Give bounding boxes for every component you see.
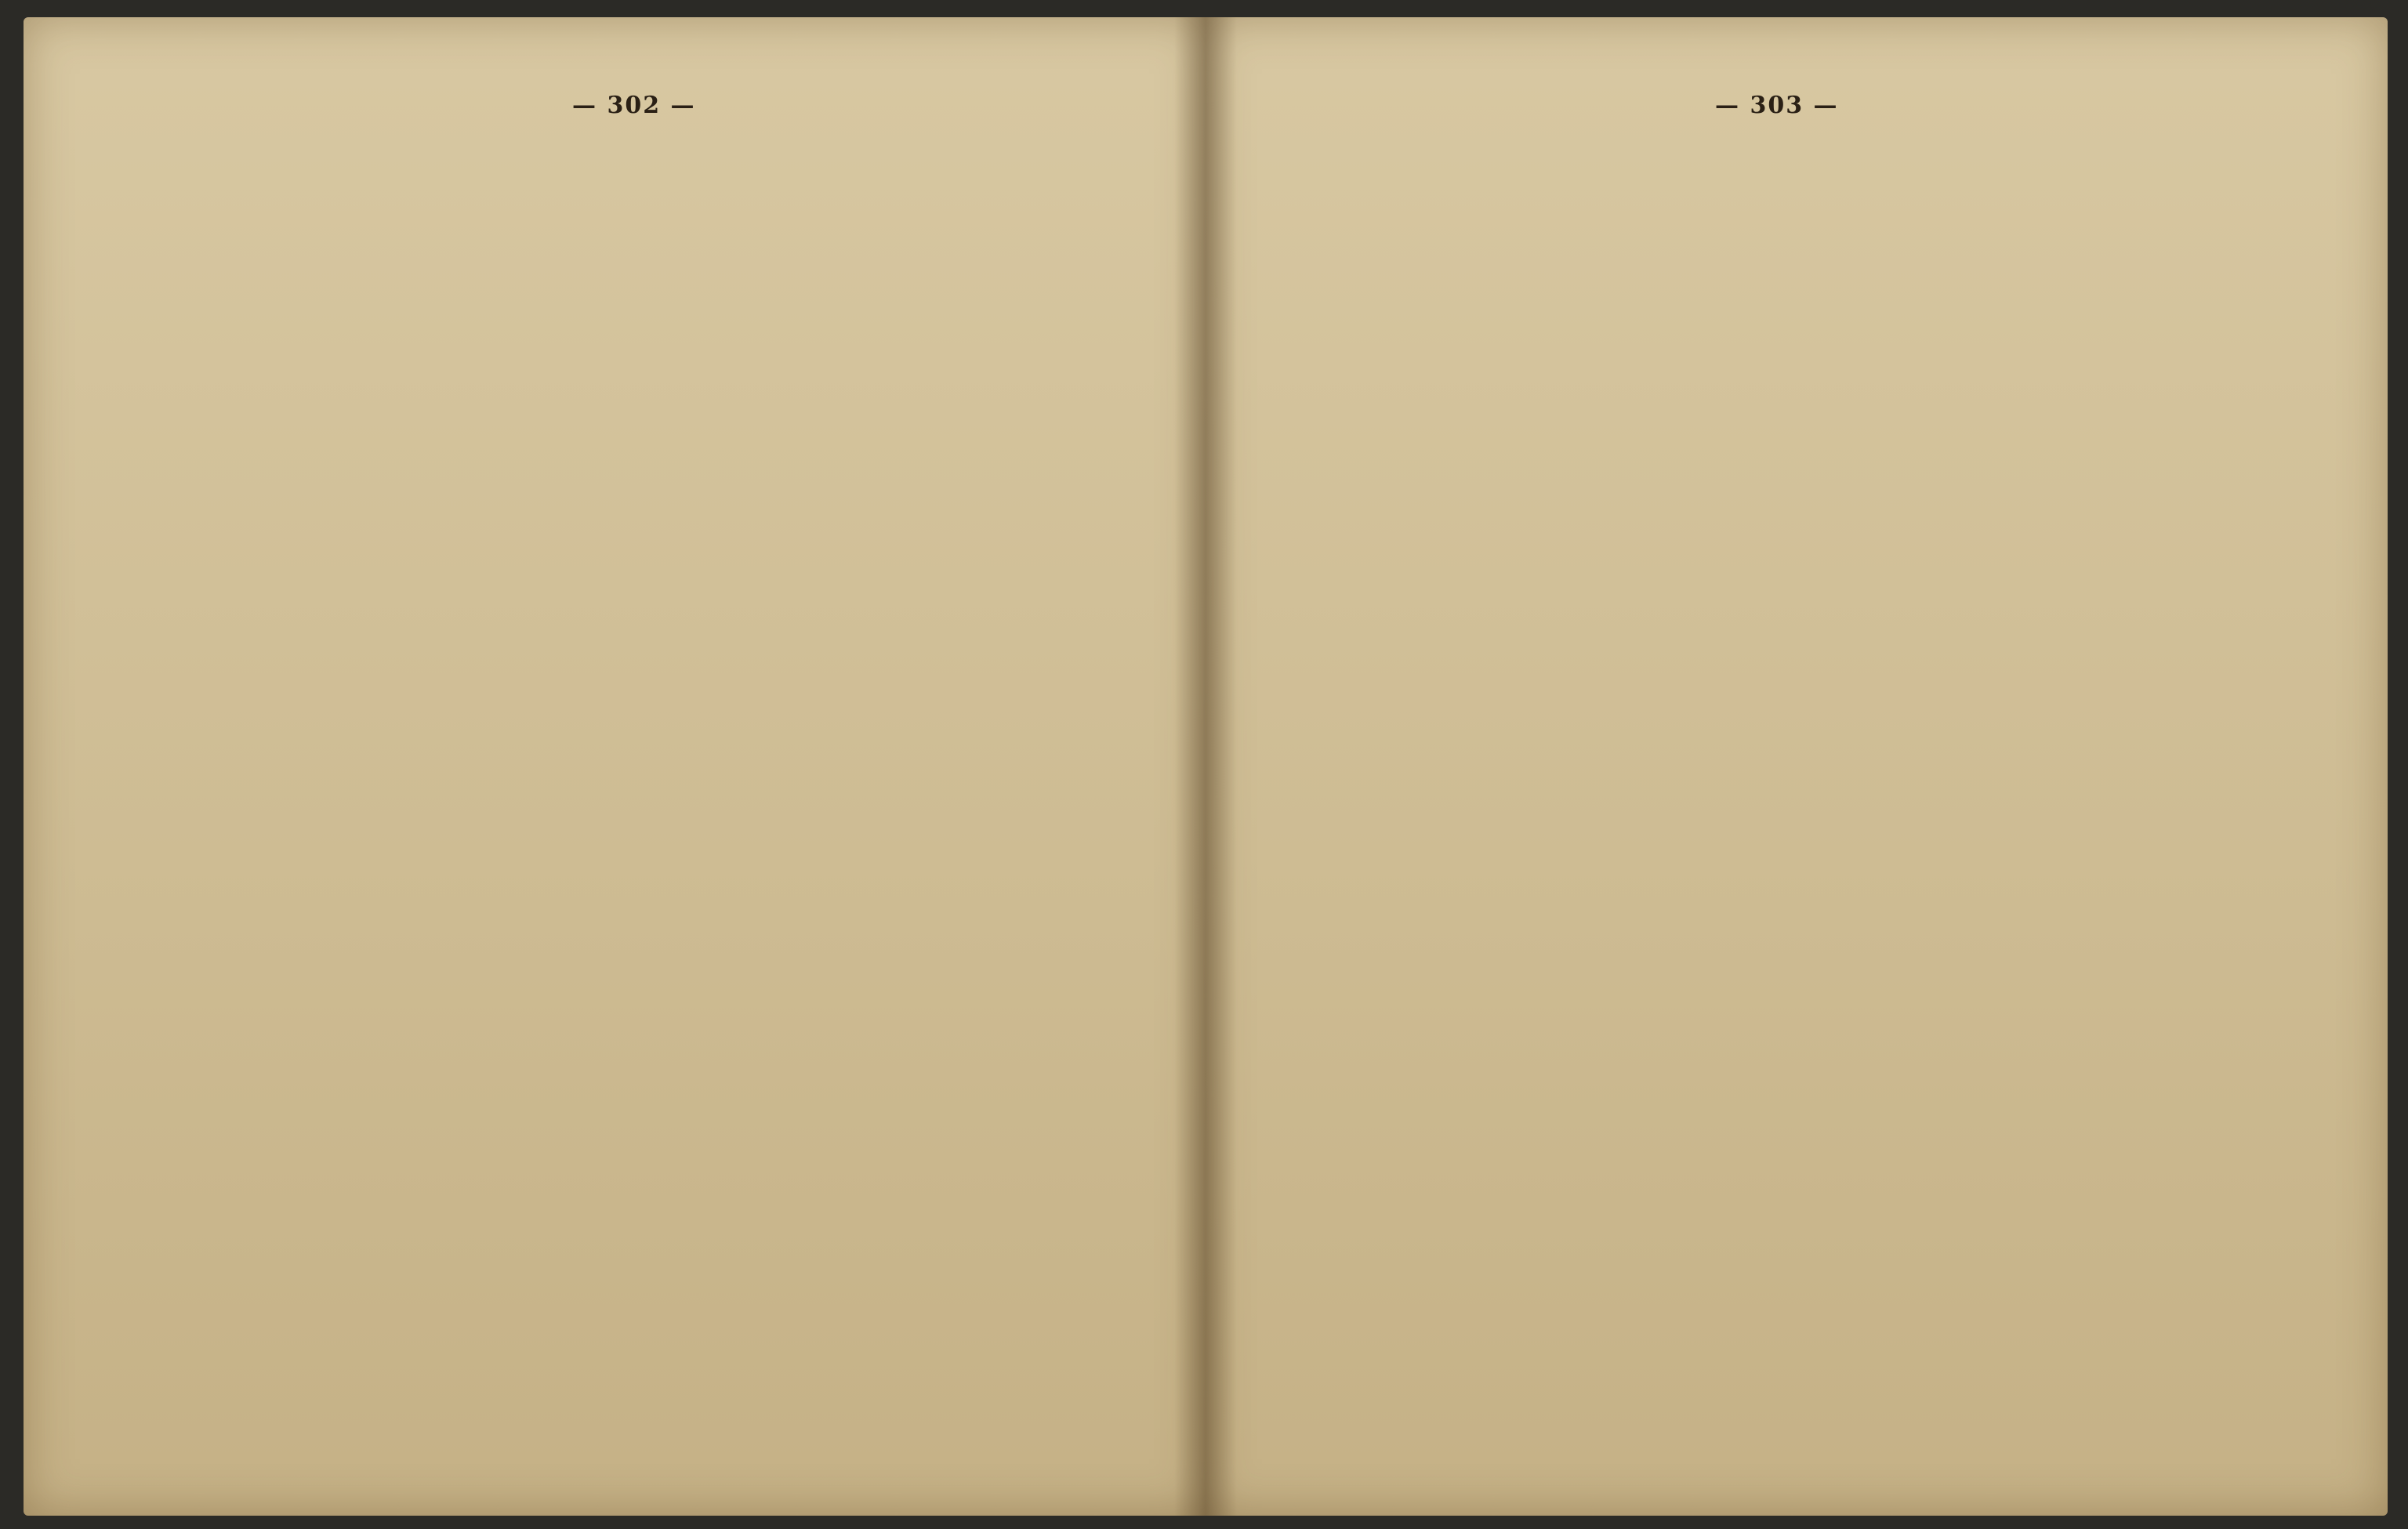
- left-gutter: [1174, 17, 1206, 1516]
- book-spread: [24, 17, 2388, 1516]
- page-number-left: — 302 —: [572, 92, 696, 119]
- right-page: [1206, 17, 2388, 1516]
- left-page: [24, 17, 1206, 1516]
- right-gutter: [1206, 17, 1237, 1516]
- page-number-right: — 303 —: [1715, 92, 1839, 119]
